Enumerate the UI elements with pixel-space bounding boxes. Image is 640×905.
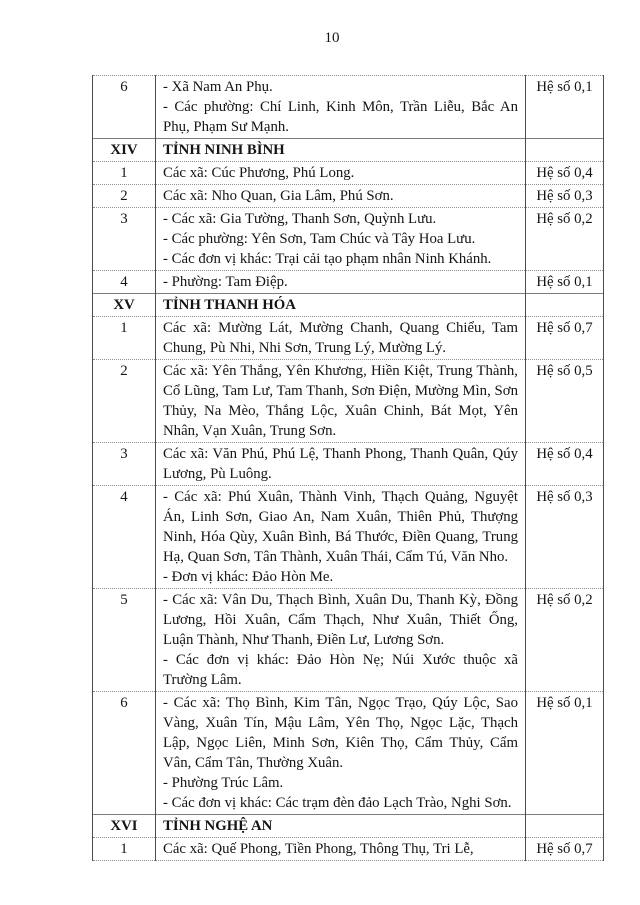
table-row bbox=[93, 360, 604, 443]
row-description bbox=[156, 360, 526, 443]
row-coefficient: Hệ số 0,2 bbox=[526, 589, 604, 692]
section-title: TỈNH THANH HÓA bbox=[163, 297, 296, 313]
table-row bbox=[93, 815, 604, 838]
row-description bbox=[156, 443, 526, 486]
row-coefficient: Hệ số 0,2 bbox=[526, 208, 604, 271]
row-number: 1 bbox=[93, 162, 156, 185]
row-description bbox=[156, 208, 526, 271]
description-paragraph: - Các đơn vị khác: Các trạm đèn đảo Lạch Trào, Nghi Sơn. bbox=[163, 795, 512, 811]
row-number: 4 bbox=[93, 271, 156, 294]
row-number: 6 bbox=[93, 76, 156, 139]
row-number: 3 bbox=[93, 208, 156, 271]
row-coefficient: Hệ số 0,1 bbox=[526, 76, 604, 139]
row-number: 3 bbox=[93, 443, 156, 486]
table-row bbox=[93, 486, 604, 589]
row-number: XVI bbox=[93, 815, 156, 838]
table-row bbox=[93, 271, 604, 294]
table-row bbox=[93, 317, 604, 360]
row-description bbox=[156, 139, 526, 162]
row-coefficient: Hệ số 0,7 bbox=[526, 317, 604, 360]
description-paragraph: - Các đơn vị khác: Trại cải tạo phạm nhân Ninh Khánh. bbox=[163, 251, 492, 267]
row-coefficient: Hệ số 0,4 bbox=[526, 443, 604, 486]
description-paragraph: Các xã: Quế Phong, Tiền Phong, Thông Thụ, Tri Lễ, bbox=[163, 841, 474, 857]
description-paragraph: Các xã: Cúc Phương, Phú Long. bbox=[163, 165, 355, 181]
table-row bbox=[93, 838, 604, 861]
row-description bbox=[156, 185, 526, 208]
row-number: 2 bbox=[93, 360, 156, 443]
row-number: XIV bbox=[93, 139, 156, 162]
row-coefficient: Hệ số 0,1 bbox=[526, 692, 604, 815]
row-coefficient: Hệ số 0,3 bbox=[526, 486, 604, 589]
row-coefficient: Hệ số 0,7 bbox=[526, 838, 604, 861]
description-paragraph: - Xã Nam An Phụ. bbox=[163, 79, 273, 95]
table-row bbox=[93, 185, 604, 208]
description-paragraph: - Các xã: Gia Tường, Thanh Sơn, Quỳnh Lưu. bbox=[163, 211, 437, 227]
row-coefficient bbox=[526, 139, 604, 162]
row-description bbox=[156, 76, 526, 139]
table-row bbox=[93, 139, 604, 162]
row-number: 5 bbox=[93, 589, 156, 692]
row-description bbox=[156, 589, 526, 692]
description-paragraph: - Các phường: Chí Linh, Kinh Môn, Trần Liễu, Bắc An Phụ, Phạm Sư Mạnh. bbox=[163, 99, 518, 135]
row-number: 2 bbox=[93, 185, 156, 208]
row-description bbox=[156, 815, 526, 838]
section-title: TỈNH NINH BÌNH bbox=[163, 142, 285, 158]
description-paragraph: Các xã: Nho Quan, Gia Lâm, Phú Sơn. bbox=[163, 188, 394, 204]
row-description bbox=[156, 486, 526, 589]
description-paragraph: - Đơn vị khác: Đảo Hòn Me. bbox=[163, 569, 334, 585]
table-row bbox=[93, 162, 604, 185]
description-paragraph: - Các xã: Phú Xuân, Thành Vinh, Thạch Quảng, Nguyệt Án, Linh Sơn, Giao An, Nam Xuân, Thiên Phủ, Thượng Ninh, Hóa Qùy, Xuân Bình, Bá Thước, Điền Quang, Trung Hạ, Quan Sơn, Tân Thành, Xuân Thái, Cẩm Tú, Văn Nho. bbox=[163, 489, 518, 565]
row-coefficient: Hệ số 0,1 bbox=[526, 271, 604, 294]
description-paragraph: Các xã: Văn Phú, Phú Lệ, Thanh Phong, Thanh Quân, Qúy Lương, Pù Luông. bbox=[163, 446, 518, 482]
description-paragraph: Các xã: Mường Lát, Mường Chanh, Quang Chiểu, Tam Chung, Pù Nhi, Nhi Sơn, Trung Lý, Mường Lý. bbox=[163, 320, 518, 356]
row-description bbox=[156, 294, 526, 317]
description-paragraph: - Các xã: Vân Du, Thạch Bình, Xuân Du, Thanh Kỳ, Đồng Lương, Hồi Xuân, Cẩm Thạch, Như Xuân, Thiết Ống, Luận Thành, Như Thanh, Điền Lư, Lương Sơn. bbox=[163, 592, 518, 648]
row-description bbox=[156, 317, 526, 360]
admin-table-body bbox=[93, 76, 604, 861]
page-number: 10 bbox=[324, 30, 340, 46]
description-paragraph: - Các xã: Thọ Bình, Kim Tân, Ngọc Trạo, Qúy Lộc, Sao Vàng, Xuân Tín, Mậu Lâm, Yên Thọ, Ngọc Lặc, Thạch Lập, Ngọc Liên, Minh Sơn, Kiên Thọ, Cẩm Thủy, Cẩm Vân, Cẩm Tân, Thường Xuân. bbox=[163, 695, 518, 771]
description-paragraph: - Các phường: Yên Sơn, Tam Chúc và Tây Hoa Lưu. bbox=[163, 231, 476, 247]
row-number: 1 bbox=[93, 317, 156, 360]
row-coefficient: Hệ số 0,4 bbox=[526, 162, 604, 185]
table-row bbox=[93, 443, 604, 486]
row-number: 6 bbox=[93, 692, 156, 815]
row-description bbox=[156, 692, 526, 815]
description-paragraph: Các xã: Yên Thắng, Yên Khương, Hiền Kiệt, Trung Thành, Cổ Lũng, Tam Lư, Tam Thanh, Sơn Điện, Mường Mìn, Sơn Thủy, Na Mèo, Thắng Lộc, Xuân Chinh, Bát Mọt, Yên Nhân, Vạn Xuân, Trung Sơn. bbox=[163, 363, 518, 439]
description-paragraph: - Phường Trúc Lâm. bbox=[163, 775, 284, 791]
row-coefficient bbox=[526, 294, 604, 317]
row-number: XV bbox=[93, 294, 156, 317]
row-description bbox=[156, 838, 526, 861]
administrative-units-table bbox=[92, 75, 604, 861]
row-description bbox=[156, 271, 526, 294]
row-coefficient: Hệ số 0,5 bbox=[526, 360, 604, 443]
row-number: 4 bbox=[93, 486, 156, 589]
row-number: 1 bbox=[93, 838, 156, 861]
table-row bbox=[93, 76, 604, 139]
table-row bbox=[93, 208, 604, 271]
row-coefficient bbox=[526, 815, 604, 838]
description-paragraph: - Các đơn vị khác: Đảo Hòn Nẹ; Núi Xước thuộc xã Trường Lâm. bbox=[163, 652, 518, 688]
table-row bbox=[93, 692, 604, 815]
table-row bbox=[93, 589, 604, 692]
section-title: TỈNH NGHỆ AN bbox=[163, 818, 273, 834]
row-coefficient: Hệ số 0,3 bbox=[526, 185, 604, 208]
table-row bbox=[93, 294, 604, 317]
row-description bbox=[156, 162, 526, 185]
description-paragraph: - Phường: Tam Điệp. bbox=[163, 274, 288, 290]
